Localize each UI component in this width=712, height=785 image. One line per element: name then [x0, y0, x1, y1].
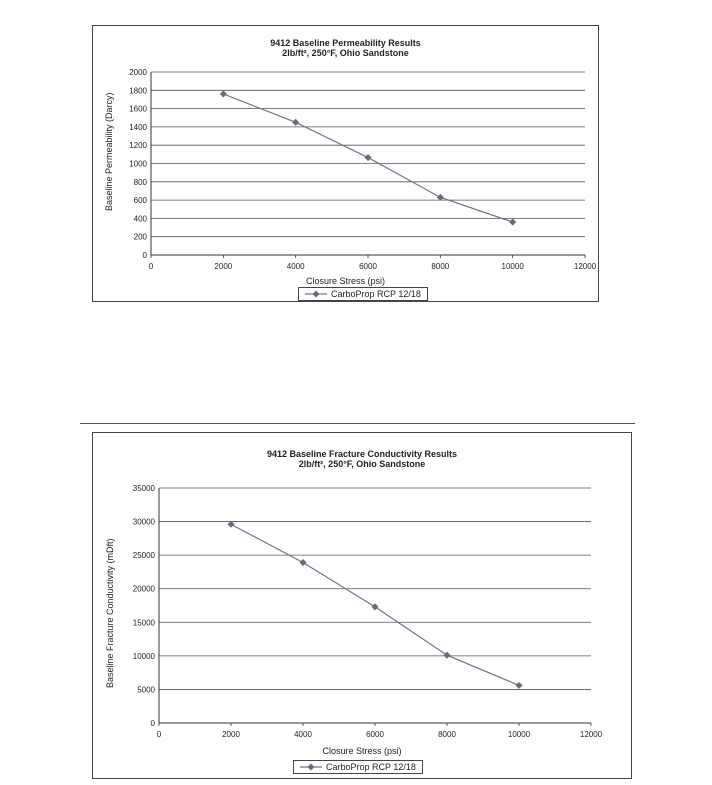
x-tick-label: 12000 — [579, 730, 603, 739]
conductivity-chart-panel — [92, 432, 632, 779]
data-point — [299, 559, 306, 566]
y-tick-label: 35000 — [132, 484, 155, 493]
y-tick-label: 1400 — [129, 122, 147, 132]
y-tick-label: 15000 — [132, 618, 155, 628]
permeability-chart-panel — [92, 25, 599, 302]
chart-title: 9412 Baseline Fracture Conductivity Results — [266, 449, 458, 459]
y-tick-label: 30000 — [132, 517, 155, 527]
data-point — [371, 603, 378, 610]
legend — [293, 760, 423, 774]
legend-label: CarboProp RCP 12/18 — [326, 762, 416, 772]
x-tick-label: 0 — [156, 730, 162, 739]
y-tick-label: 25000 — [132, 551, 155, 561]
y-tick-label: 0 — [150, 719, 155, 728]
chart-subtitle: 2lb/ft², 250°F, Ohio Sandstone — [282, 48, 409, 58]
x-tick-label: 6000 — [359, 262, 377, 271]
x-tick-label: 2000 — [222, 730, 240, 739]
chart-subtitle: 2lb/ft², 250°F, Ohio Sandstone — [298, 459, 426, 469]
conductivity-plot — [93, 433, 631, 778]
y-tick-label: 1000 — [129, 159, 147, 169]
x-tick-label: 4000 — [294, 730, 312, 739]
x-tick-label: 4000 — [286, 262, 305, 271]
y-tick-label: 1200 — [129, 141, 147, 151]
x-tick-label: 10000 — [501, 262, 524, 271]
y-tick-label: 1800 — [129, 86, 147, 96]
y-tick-label: 10000 — [132, 651, 155, 661]
y-tick-label: 2000 — [129, 68, 147, 77]
scan-separator-line — [80, 423, 635, 424]
legend-label: CarboProp RCP 12/18 — [331, 289, 421, 299]
legend-marker-icon — [300, 763, 322, 771]
y-axis-title: Baseline Fracture Conductivity (mDft) — [105, 538, 115, 688]
y-tick-label: 1600 — [129, 104, 147, 114]
data-point — [443, 652, 450, 659]
x-tick-label: 8000 — [438, 730, 456, 739]
data-point — [509, 219, 516, 226]
y-tick-label: 800 — [133, 177, 147, 187]
x-tick-label: 2000 — [214, 262, 233, 271]
legend — [298, 287, 428, 301]
y-axis-title: Baseline Permeability (Darcy) — [104, 92, 114, 211]
x-tick-label: 6000 — [366, 730, 384, 739]
data-point — [292, 119, 299, 126]
x-tick-label: 0 — [148, 262, 154, 271]
y-tick-label: 20000 — [132, 584, 155, 594]
x-tick-label: 10000 — [507, 730, 531, 739]
y-tick-label: 5000 — [137, 685, 155, 695]
x-axis-title: Closure Stress (psi) — [322, 746, 402, 756]
y-tick-label: 0 — [142, 251, 147, 260]
x-axis-title: Closure Stress (psi) — [305, 276, 386, 286]
x-tick-label: 12000 — [573, 262, 597, 271]
legend-marker-icon — [305, 290, 327, 298]
y-tick-label: 200 — [133, 232, 147, 242]
x-tick-label: 8000 — [431, 262, 450, 271]
y-tick-label: 600 — [133, 196, 147, 206]
data-point — [220, 90, 227, 97]
data-point — [364, 154, 371, 161]
y-tick-label: 400 — [133, 214, 147, 224]
permeability-plot — [93, 26, 598, 301]
chart-title: 9412 Baseline Permeability Results — [270, 38, 421, 48]
data-point — [515, 682, 522, 689]
